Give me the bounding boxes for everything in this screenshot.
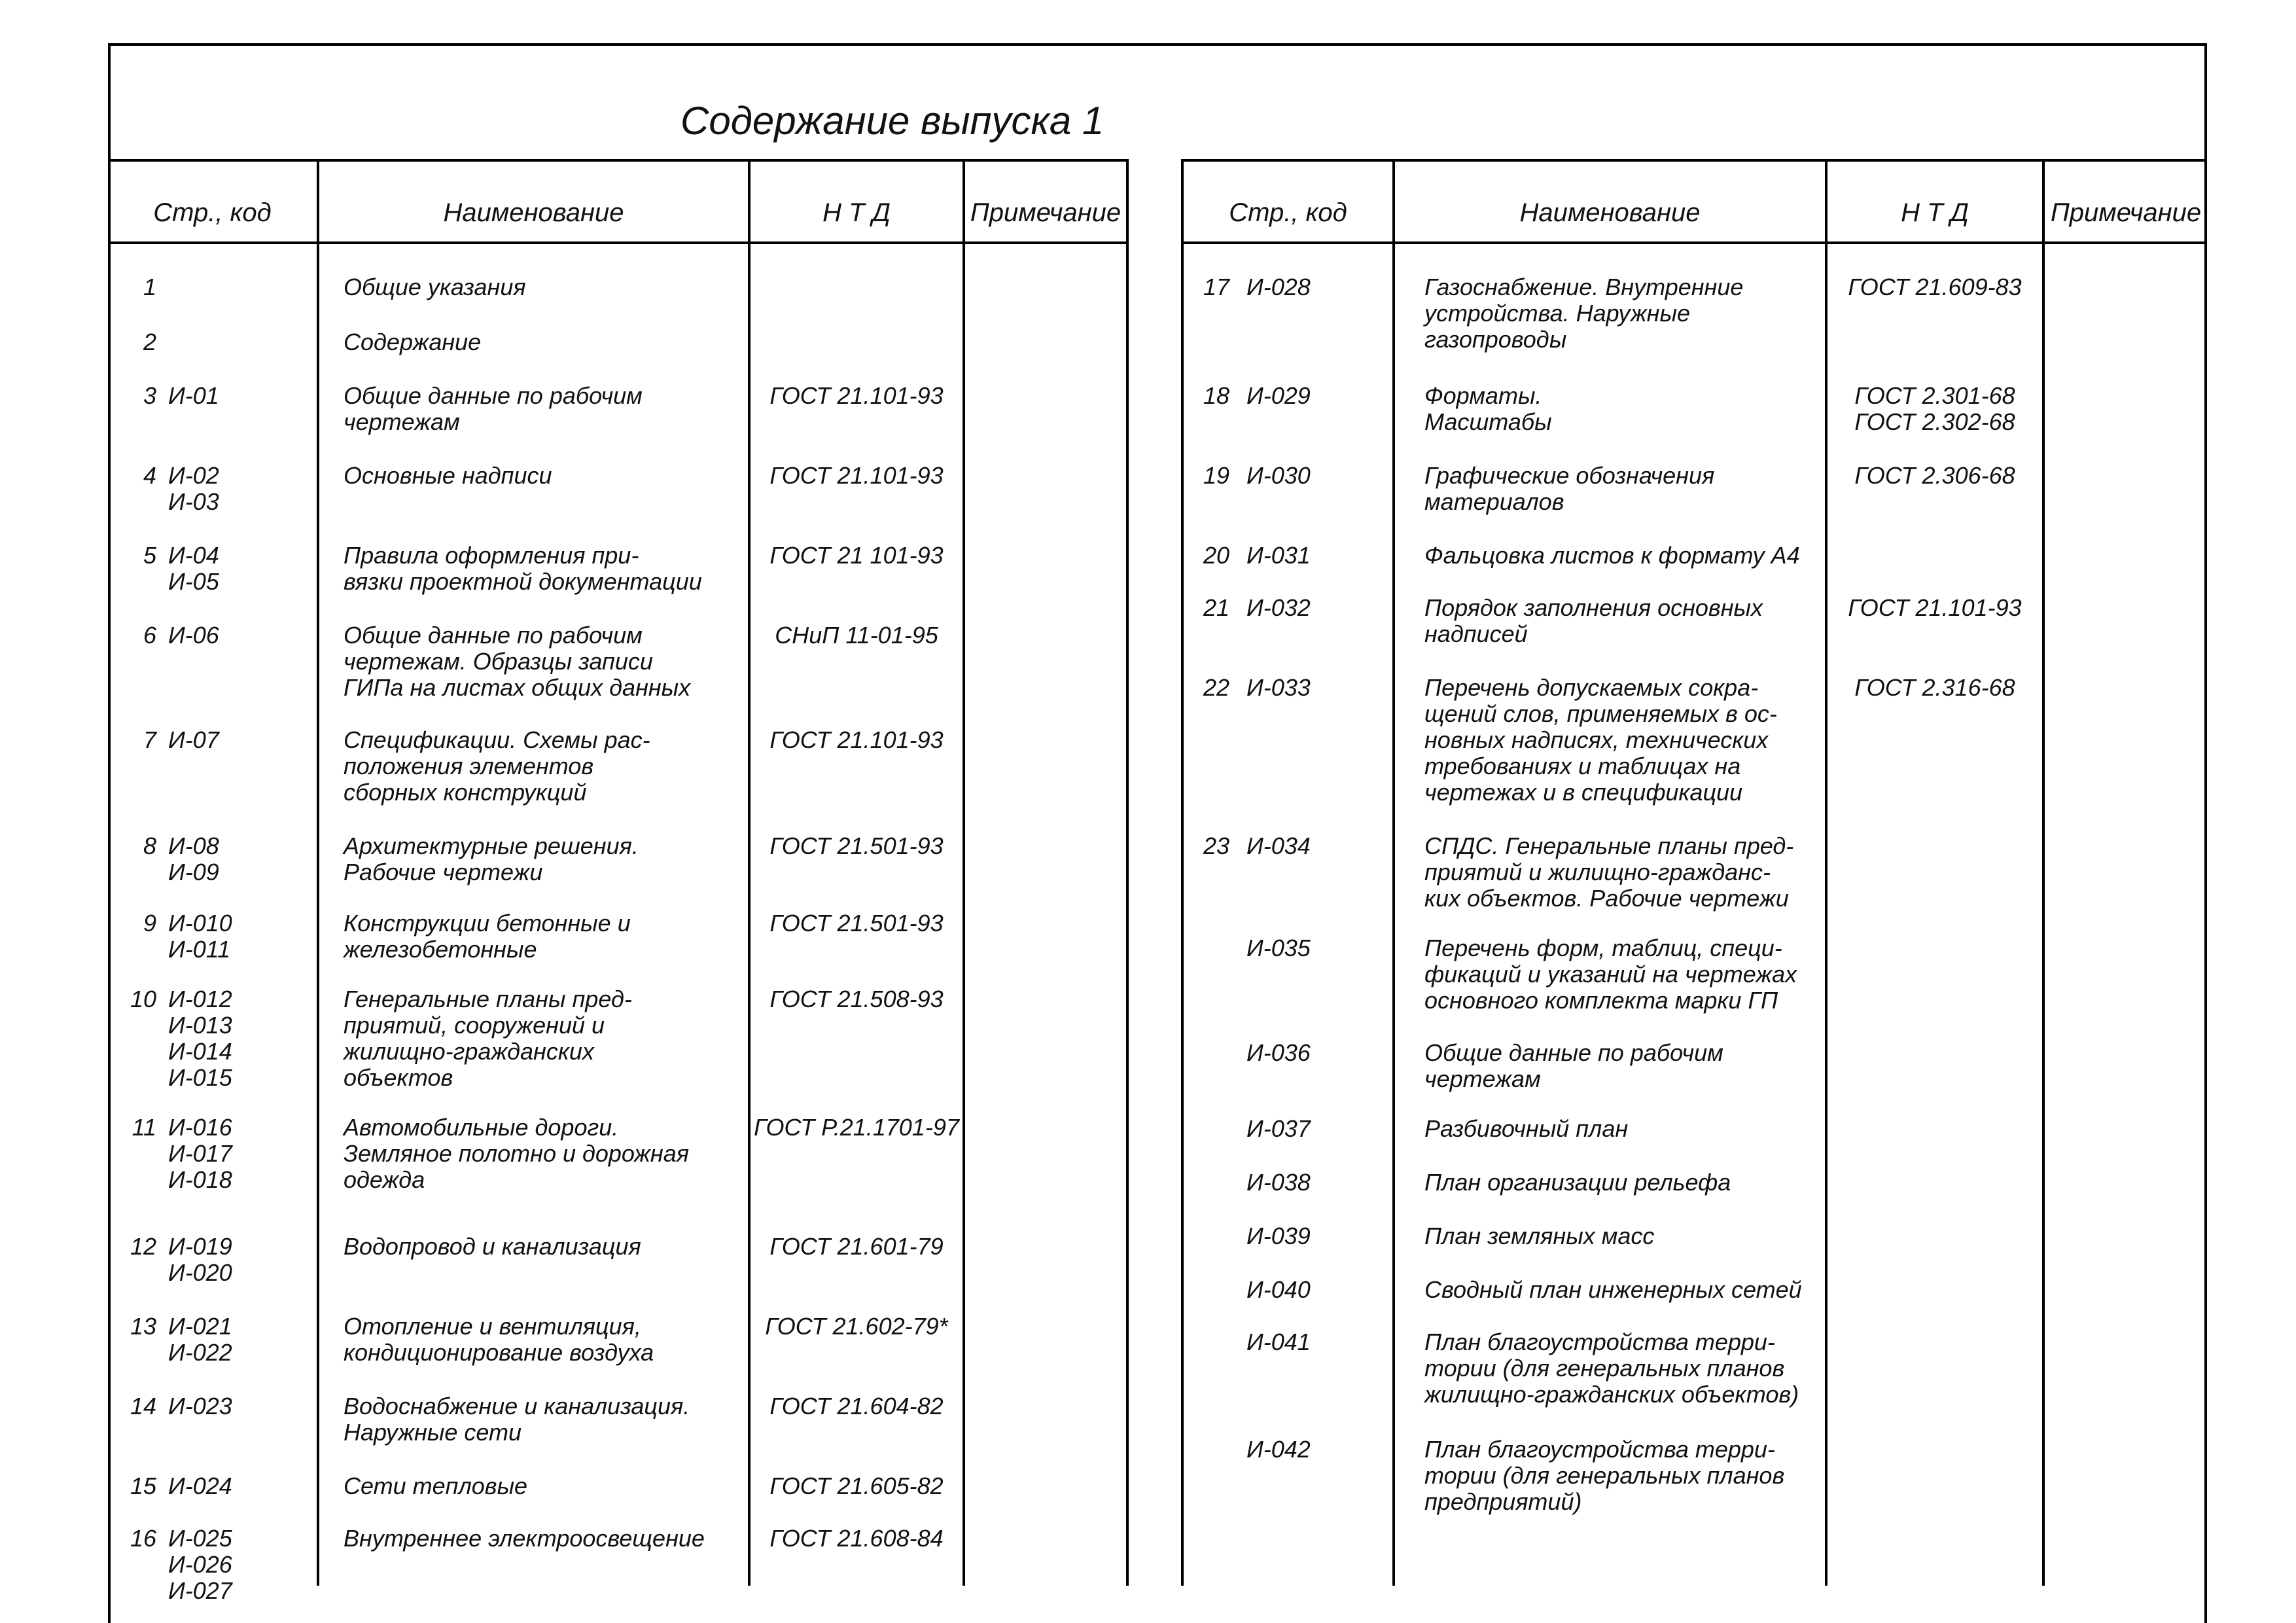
header-name: Наименование — [443, 198, 624, 227]
row-codes: И-031 — [1246, 542, 1311, 569]
row-name: Графические обозначения материалов — [1424, 462, 1715, 515]
column-divider — [317, 159, 319, 1586]
row-ntd: ГОСТ Р.21.1701-97 — [754, 1114, 959, 1141]
row-number: 22 — [1203, 674, 1229, 701]
row-ntd: ГОСТ 21.604-82 — [769, 1393, 944, 1419]
header-name: Наименование — [1519, 198, 1701, 227]
row-name: Сводный план инженерных сетей — [1424, 1276, 1802, 1303]
row-codes: И-035 — [1246, 935, 1311, 961]
row-name: Общие данные по рабочим чертежам. Образцы записи ГИПа на листах общих данных — [344, 622, 691, 701]
row-codes: И-030 — [1246, 462, 1311, 489]
row-name: Порядок заполнения основных надписей — [1424, 594, 1763, 647]
row-number: 17 — [1203, 274, 1229, 300]
column-divider — [1126, 159, 1129, 1586]
row-name: План земляных масс — [1424, 1222, 1655, 1249]
row-name: Архитектурные решения. Рабочие чертежи — [344, 832, 639, 885]
row-number: 15 — [130, 1472, 156, 1499]
row-name: Конструкции бетонные и железобетонные — [344, 910, 631, 963]
row-codes: И-07 — [168, 726, 219, 753]
column-divider — [1392, 159, 1395, 1586]
row-codes: И-039 — [1246, 1222, 1311, 1249]
row-number: 2 — [143, 329, 156, 355]
row-codes: И-024 — [168, 1472, 232, 1499]
row-name: Разбивочный план — [1424, 1115, 1629, 1142]
row-codes: И-033 — [1246, 674, 1311, 701]
row-name: Основные надписи — [344, 462, 552, 489]
row-codes: И-036 — [1246, 1039, 1311, 1066]
row-ntd: ГОСТ 2.306-68 — [1854, 462, 2015, 489]
document-title: Содержание выпуска 1 — [680, 99, 1104, 143]
row-number: 1 — [143, 274, 156, 300]
row-ntd: ГОСТ 21.608-84 — [769, 1525, 944, 1552]
row-name: Общие указания — [344, 274, 526, 300]
row-ntd: ГОСТ 21.101-93 — [769, 462, 944, 489]
row-number: 14 — [130, 1393, 156, 1419]
row-name: Сети тепловые — [344, 1472, 528, 1499]
header-ntd: Н Т Д — [1901, 198, 1969, 227]
row-ntd: ГОСТ 21.601-79 — [769, 1233, 944, 1260]
header-bottom-rule — [1181, 241, 2207, 244]
column-divider — [748, 159, 751, 1586]
row-name: План организации рельефа — [1424, 1169, 1731, 1196]
header-top-rule — [108, 159, 1129, 162]
row-codes: И-041 — [1246, 1329, 1311, 1355]
row-ntd: ГОСТ 21.101-93 — [769, 382, 944, 409]
row-number: 12 — [130, 1233, 156, 1260]
row-codes: И-021 И-022 — [168, 1313, 232, 1366]
row-codes: И-038 — [1246, 1169, 1311, 1196]
row-number: 6 — [143, 622, 156, 649]
row-ntd: ГОСТ 21.508-93 — [769, 986, 944, 1012]
row-codes: И-02 И-03 — [168, 462, 219, 515]
row-codes: И-034 — [1246, 832, 1311, 859]
row-codes: И-028 — [1246, 274, 1311, 300]
row-name: Спецификации. Схемы рас- положения элементов сборных конструкций — [344, 726, 650, 806]
row-number: 5 — [143, 542, 156, 569]
row-name: Генеральные планы пред- приятий, сооружений и жилищно-гражданских объектов — [344, 986, 632, 1091]
header-page-code: Стр., код — [153, 198, 272, 227]
row-number: 9 — [143, 910, 156, 936]
header-page-code: Стр., код — [1229, 198, 1347, 227]
row-name: Содержание — [344, 329, 482, 355]
row-number: 10 — [130, 986, 156, 1012]
column-divider — [1825, 159, 1828, 1586]
row-name: Фальцовка листов к формату А4 — [1424, 542, 1800, 569]
row-codes: И-025 И-026 И-027 — [168, 1525, 232, 1604]
header-note: Примечание — [2050, 198, 2202, 227]
row-name: Водопровод и канализация — [344, 1233, 641, 1260]
row-ntd: ГОСТ 21.101-93 — [1848, 594, 2022, 621]
row-name: Перечень форм, таблиц, специ- фикаций и указаний на чертежах основного комплекта марки ГП — [1424, 935, 1797, 1014]
row-number: 18 — [1203, 382, 1229, 409]
row-codes: И-040 — [1246, 1276, 1311, 1303]
header-bottom-rule — [108, 241, 1129, 244]
row-codes: И-037 — [1246, 1115, 1311, 1142]
column-divider — [963, 159, 965, 1586]
row-codes: И-019 И-020 — [168, 1233, 232, 1286]
row-number: 3 — [143, 382, 156, 409]
row-codes: И-010 И-011 — [168, 910, 232, 963]
row-name: Газоснабжение. Внутренние устройства. Наружные газопроводы — [1424, 274, 1744, 353]
row-name: Перечень допускаемых сокра- щений слов, применяемых в ос- новных надписях, технических требованиях и таблицах на чертежах и в спецификации — [1424, 674, 1777, 806]
row-ntd: ГОСТ 21.501-93 — [769, 910, 944, 936]
row-codes: И-029 — [1246, 382, 1311, 409]
row-name: Общие данные по рабочим чертежам — [1424, 1039, 1723, 1092]
row-name: Правила оформления при- вязки проектной документации — [344, 542, 702, 595]
row-name: Форматы. Масштабы — [1424, 382, 1552, 435]
column-divider — [1181, 159, 1184, 1586]
row-number: 13 — [130, 1313, 156, 1340]
row-ntd: ГОСТ 21.101-93 — [769, 726, 944, 753]
row-codes: И-012 И-013 И-014 И-015 — [168, 986, 232, 1091]
row-ntd: ГОСТ 2.316-68 — [1854, 674, 2015, 701]
row-number: 11 — [132, 1114, 156, 1141]
column-divider — [2042, 159, 2045, 1586]
row-ntd: ГОСТ 2.301-68 ГОСТ 2.302-68 — [1854, 382, 2015, 435]
header-top-rule — [1181, 159, 2207, 162]
row-name: Отопление и вентиляция, кондиционирование воздуха — [344, 1313, 654, 1366]
row-codes: И-016 И-017 И-018 — [168, 1114, 232, 1193]
row-ntd: ГОСТ 21.605-82 — [769, 1472, 944, 1499]
row-number: 7 — [143, 726, 156, 753]
row-codes: И-023 — [168, 1393, 232, 1419]
row-codes: И-06 — [168, 622, 219, 649]
row-ntd: ГОСТ 21.602-79* — [765, 1313, 948, 1340]
row-codes: И-04 И-05 — [168, 542, 219, 595]
row-number: 8 — [143, 832, 156, 859]
header-note: Примечание — [970, 198, 1122, 227]
row-ntd: СНиП 11-01-95 — [775, 622, 938, 649]
row-number: 19 — [1203, 462, 1229, 489]
row-codes: И-08 И-09 — [168, 832, 219, 885]
row-ntd: ГОСТ 21 101-93 — [769, 542, 944, 569]
row-number: 21 — [1203, 594, 1229, 621]
row-name: План благоустройства терри- тории (для генеральных планов жилищно-гражданских объектов) — [1424, 1329, 1799, 1408]
row-name: План благоустройства терри- тории (для генеральных планов предприятий) — [1424, 1436, 1785, 1515]
row-number: 20 — [1203, 542, 1229, 569]
row-codes: И-032 — [1246, 594, 1311, 621]
row-codes: И-01 — [168, 382, 219, 409]
row-name: Внутреннее электроосвещение — [344, 1525, 705, 1552]
row-codes: И-042 — [1246, 1436, 1311, 1463]
row-name: Автомобильные дороги. Земляное полотно и дорожная одежда — [344, 1114, 689, 1193]
row-number: 16 — [130, 1525, 156, 1552]
row-ntd: ГОСТ 21.609-83 — [1848, 274, 2022, 300]
header-ntd: Н Т Д — [822, 198, 891, 227]
row-ntd: ГОСТ 21.501-93 — [769, 832, 944, 859]
row-number: 4 — [143, 462, 156, 489]
row-name: Общие данные по рабочим чертежам — [344, 382, 643, 435]
row-number: 23 — [1203, 832, 1229, 859]
row-name: СПДС. Генеральные планы пред- приятий и жилищно-гражданс- ких объектов. Рабочие чертежи — [1424, 832, 1794, 912]
row-name: Водоснабжение и канализация. Наружные сети — [344, 1393, 690, 1446]
